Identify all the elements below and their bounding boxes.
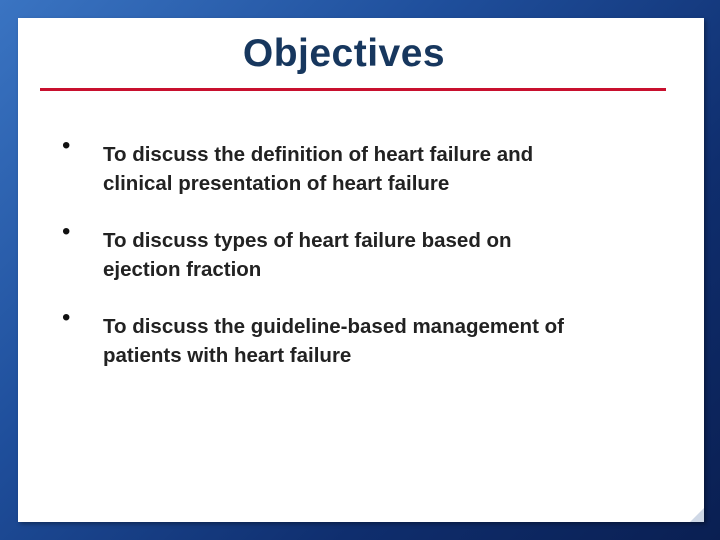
objective-line: To discuss the guideline-based management of: [103, 315, 564, 338]
objective-line: To discuss the definition of heart failure and: [103, 143, 534, 166]
objective-line: patients with heart failure: [103, 344, 352, 367]
objective-text: [103, 312, 663, 370]
objective-line: clinical presentation of heart failure: [103, 172, 450, 195]
slide-title: Objectives: [242, 32, 446, 75]
bullet-icon: •: [62, 304, 71, 331]
objective-text: [103, 140, 663, 198]
bullet-icon: •: [62, 218, 71, 245]
objective-text: [103, 226, 663, 284]
title-divider: [40, 88, 666, 91]
slide: [18, 18, 704, 522]
page-fold-corner: [690, 508, 704, 522]
bullet-icon: •: [62, 132, 71, 159]
objective-line: ejection fraction: [103, 258, 262, 281]
objective-line: To discuss types of heart failure based on: [103, 229, 512, 252]
